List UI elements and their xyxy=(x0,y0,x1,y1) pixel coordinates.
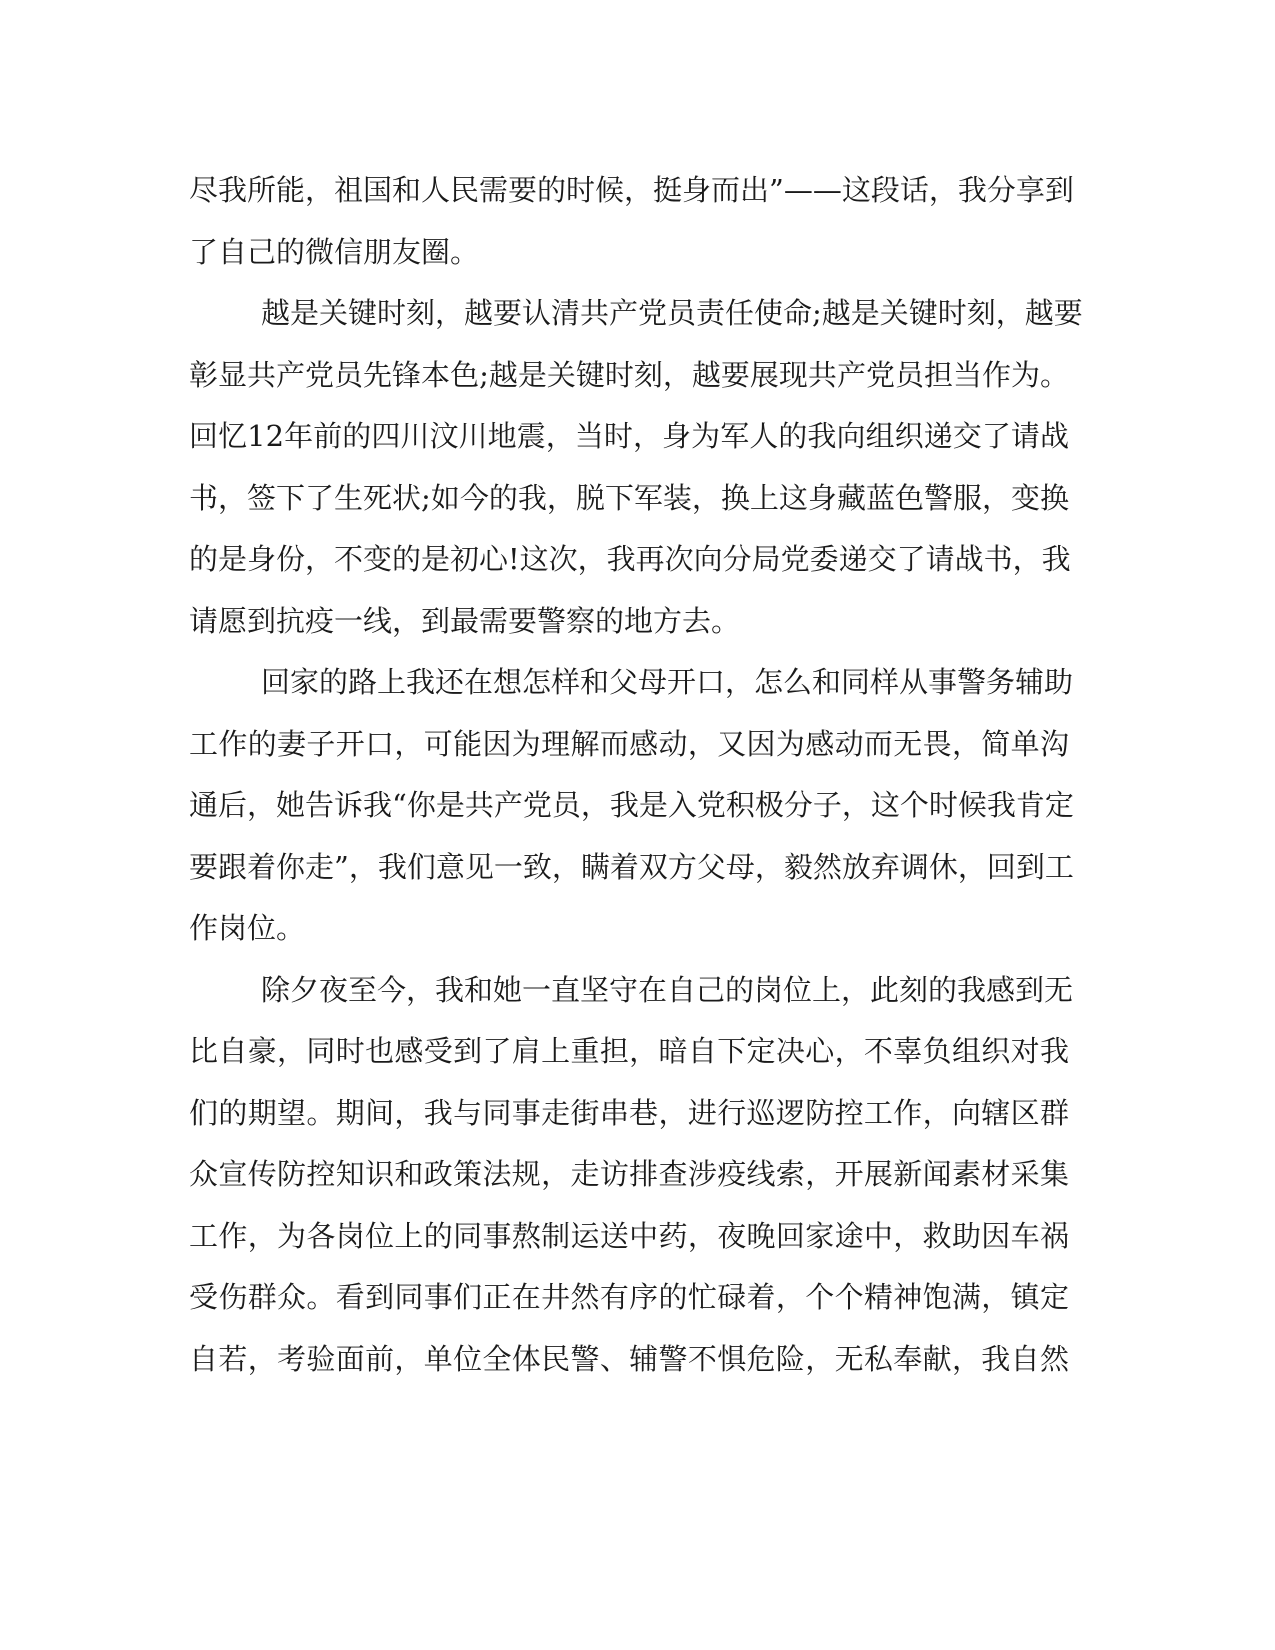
text-line: 受伤群众。看到同事们正在井然有序的忙碌着，个个精神饱满，镇定 xyxy=(189,1280,1069,1314)
text-line: 越是关键时刻，越要认清共产党员责任使命;越是关键时刻，越要 xyxy=(261,296,1083,330)
body-text xyxy=(189,160,1089,1390)
text-line: 除夕夜至今，我和她一直坚守在自己的岗位上，此刻的我感到无 xyxy=(261,972,1074,1007)
text-line: 的是身份，不变的是初心!这次，我再次向分局党委递交了请战书，我 xyxy=(189,542,1071,576)
paragraph-3 xyxy=(189,652,1089,960)
text-line: 通后，她告诉我“你是共产党员，我是入党积极分子，这个时候我肯定 xyxy=(189,788,1074,822)
text-line: 回忆12年前的四川汶川地震，当时，身为军人的我向组织递交了请战 xyxy=(189,419,1069,453)
text-line: 书，签下了生死状;如今的我，脱下军装，换上这身藏蓝色警服，变换 xyxy=(189,480,1069,515)
text-line: 回家的路上我还在想怎样和父母开口，怎么和同样从事警务辅助 xyxy=(261,665,1074,699)
text-line: 作岗位。 xyxy=(189,911,306,945)
text-line: 请愿到抗疫一线，到最需要警察的地方去。 xyxy=(189,603,741,638)
text-line: 了自己的微信朋友圈。 xyxy=(189,234,480,269)
paragraph-4 xyxy=(189,960,1089,1391)
text-line: 自若，考验面前，单位全体民警、辅警不惧危险，无私奉献，我自然 xyxy=(189,1341,1069,1376)
text-line: 要跟着你走”，我们意见一致，瞒着双方父母，毅然放弃调休，回到工 xyxy=(189,849,1074,884)
text-line: 彰显共产党员先锋本色;越是关键时刻，越要展现共产党员担当作为。 xyxy=(189,357,1069,392)
paragraph-1 xyxy=(189,160,1089,283)
text-line: 工作，为各岗位上的同事熬制运送中药，夜晚回家途中，救助因车祸 xyxy=(189,1218,1069,1253)
paragraph-2 xyxy=(189,283,1089,652)
text-line: 比自豪，同时也感受到了肩上重担，暗自下定决心，不辜负组织对我 xyxy=(189,1034,1069,1068)
text-line: 们的期望。期间，我与同事走街串巷，进行巡逻防控工作，向辖区群 xyxy=(189,1095,1069,1130)
text-line: 众宣传防控知识和政策法规，走访排查涉疫线索，开展新闻素材采集 xyxy=(189,1157,1069,1191)
text-line: 尽我所能，祖国和人民需要的时候，挺身而出”——这段话，我分享到 xyxy=(189,173,1074,207)
text-line: 工作的妻子开口，可能因为理解而感动，又因为感动而无畏，简单沟 xyxy=(189,726,1069,761)
